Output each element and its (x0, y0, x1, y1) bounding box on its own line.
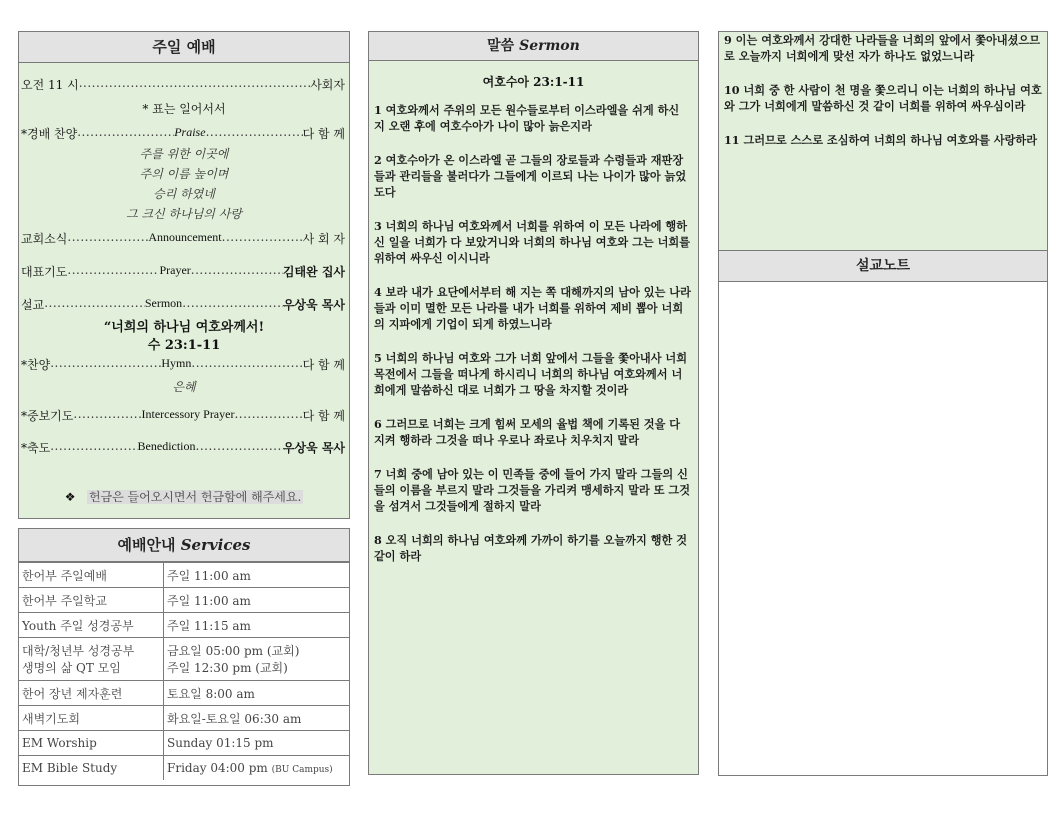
order-row-hymn: *찬양 ..... Hymn ..... 다 함 께 (21, 356, 345, 373)
sermon-notes-title: 설교노트 (719, 251, 1047, 282)
offering-notice (19, 488, 349, 505)
order-row-benediction: *축도 ..... Benediction ..... 우상욱 목사 (21, 439, 345, 456)
table-row: EM Worship Sunday 01:15 pm (19, 731, 349, 756)
verse: 1 여호와께서 주위의 모든 원수들로부터 이스라엘을 쉬게 하신 지 오랜 후에 여호수아가 나이 많아 늙은지라 (374, 103, 680, 133)
table-row: 한어부 주일학교 주일 11:00 am (19, 588, 349, 613)
sermon-notes-panel (718, 250, 1048, 776)
services-panel (18, 528, 350, 786)
table-row: 대학/청년부 성경공부 생명의 삶 QT 모임 금요일 05:00 pm (교회) 주일 12:30 pm (교회) (19, 638, 349, 681)
verse: 10 너희 중 한 사람이 천 명을 쫓으리니 이는 너희의 하나님 여호와 그가 너희에게 말씀하신 것 같이 너희를 위하여 싸우심이라 (724, 83, 1042, 113)
sermon-panel (368, 31, 699, 775)
table-row: EM Bible Study Friday 04:00 pm (BU Campus) (19, 756, 349, 781)
sermon-reference: 수 23:1-11 (147, 338, 221, 353)
verse: 6 그러므로 너희는 크게 힘써 모세의 율법 책에 기록된 것을 다 지켜 행하라 그것을 떠나 우로나 좌로나 치우치지 말라 (374, 417, 681, 447)
order-row-intercessory: *중보기도 ..... Intercessory Prayer ..... 다 함 께 (21, 407, 345, 424)
verse: 5 너희의 하나님 여호와 그가 너희 앞에서 그들을 쫓아내사 너희 목전에서 그들을 떠나게 하시리니 너희의 하나님 여호와께서 너희에게 말씀하신 대로 너희가 그 땅을 차지할 것이라 (374, 351, 688, 397)
scripture-continued-body (719, 32, 1047, 148)
scripture-reference: 여호수아 23:1-11 (482, 75, 585, 89)
table-row: Youth 주일 성경공부 주일 11:15 am (19, 613, 349, 638)
order-row-time: 오전 11 시 ..... 사회자 (21, 76, 345, 93)
table-row: 새벽기도회 화요일-토요일 06:30 am (19, 706, 349, 731)
standing-note: * 표는 일어서서 (142, 102, 226, 116)
praise-line: 그 크신 하나님의 사랑 (126, 207, 242, 221)
verse: 11 그러므로 스스로 조심하여 너희의 하나님 여호와를 사랑하라 (724, 133, 1038, 147)
services-title: 예배안내 Services (19, 529, 349, 562)
order-row-sermon: 설교 ..... Sermon ..... 우상욱 목사 (21, 296, 345, 313)
offering-note: 헌금은 들어오시면서 헌금함에 해주세요. (88, 490, 302, 504)
verse: 2 여호수아가 온 이스라엘 곧 그들의 장로들과 수령들과 재판장들과 관리들을 불러다가 그들에게 이르되 나는 나이가 많아 늙었도다 (374, 153, 687, 199)
table-row: 한어 장년 제자훈련 토요일 8:00 am (19, 681, 349, 706)
sermon-panel-title: 말씀 Sermon (369, 32, 698, 61)
worship-order-panel (18, 31, 350, 519)
praise-line: 주를 위한 이곳에 (139, 147, 229, 161)
verse: 7 너희 중에 남아 있는 이 민족들 중에 들어 가지 말라 그들의 신들의 이름을 부르지 말라 그것들을 가리켜 맹세하지 말라 또 그것을 섬겨서 그것들에게 절하지 말라 (374, 467, 691, 513)
sermon-title: “너희의 하나님 여호와께서! (103, 320, 265, 335)
diamond-bullet-icon: ❖ (64, 490, 76, 504)
praise-line: 주의 이름 높이며 (139, 167, 229, 181)
order-row-announcement: 교회소식 ..... Announcement ..... 사 회 자 (21, 230, 345, 247)
worship-title: 주일 예배 (19, 32, 349, 63)
scripture-body (369, 61, 698, 774)
services-table (19, 562, 349, 780)
hymn-title: 은혜 (172, 380, 196, 394)
order-row-prayer: 대표기도 ..... Prayer ..... 김태완 집사 (21, 263, 345, 280)
scripture-continued-panel (718, 31, 1048, 251)
order-row-praise: *경배 찬양 ..... Praise ..... 다 함 께 (21, 125, 345, 142)
verse: 9 이는 여호와께서 강대한 나라들을 너희의 앞에서 쫓아내셨으므로 오늘까지 너희에게 맞선 자가 하나도 없었느니라 (724, 33, 1041, 63)
verse: 8 오직 너희의 하나님 여호와께 가까이 하기를 오늘까지 행한 것 같이 하라 (374, 533, 688, 563)
table-row: 한어부 주일예배 주일 11:00 am (19, 563, 349, 588)
verse: 3 너희의 하나님 여호와께서 너희를 위하여 이 모든 나라에 행하신 일을 너희가 다 보았거니와 너희의 하나님 여호와 그는 너희를 위하여 싸우신 이시니라 (374, 219, 691, 265)
verse: 4 보라 내가 요단에서부터 해 지는 쪽 대해까지의 남아 있는 나라들과 이미 멸한 모든 나라를 내가 너희를 위하여 제비 뽑아 너희의 지파에게 기업이 되게 하였느니라 (374, 285, 691, 331)
praise-line: 승리 하였네 (153, 187, 215, 201)
